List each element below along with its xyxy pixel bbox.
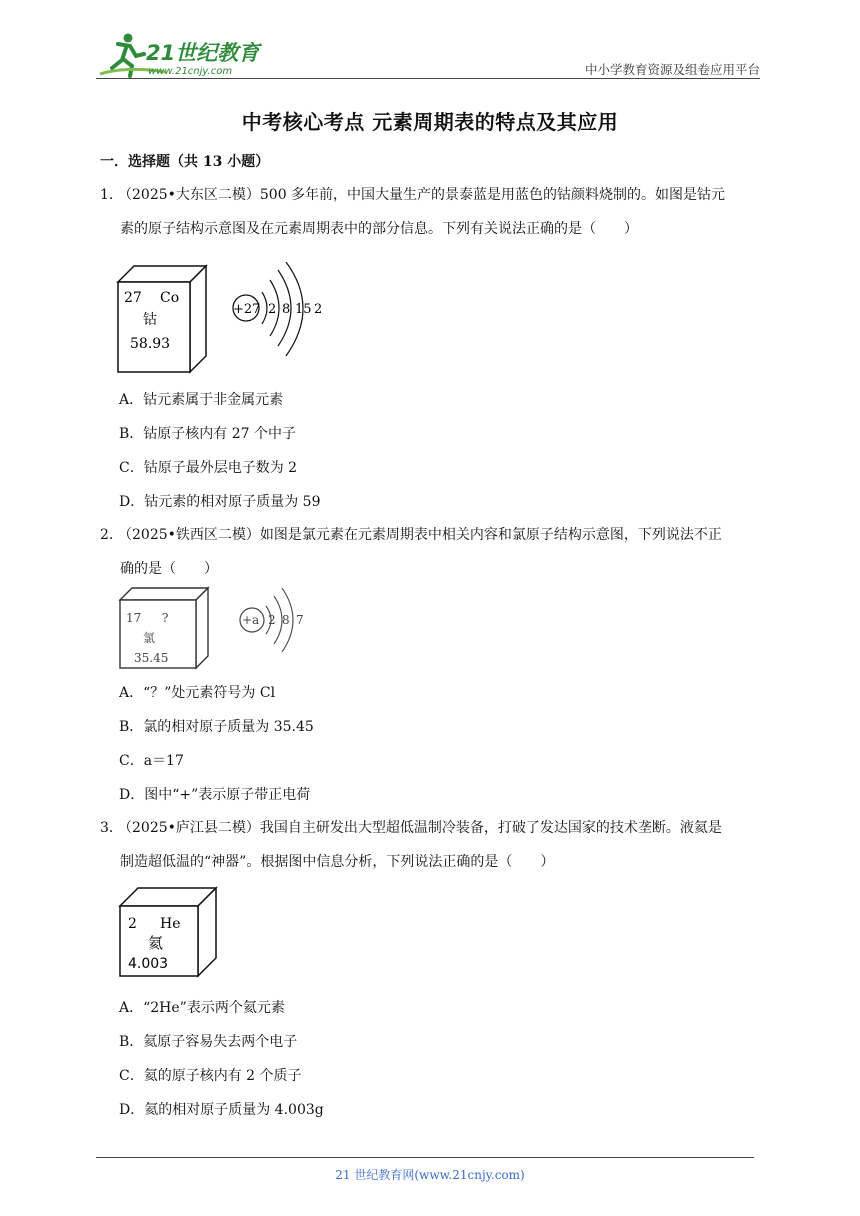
option-2b[interactable]: B．氯的相对原子质量为 35.45 [119,719,314,735]
shell-2-electrons: 8 [282,302,291,317]
question-1 [100,178,765,246]
question-number: 3． [100,820,123,836]
option-2a[interactable]: A．“？”处元素符号为 Cl [119,685,276,701]
question-text-line2: 确的是（ ） [120,561,218,577]
atomic-mass: 4.003 [128,956,169,972]
element-name: 氦 [148,934,164,952]
option-1b[interactable]: B．钴原子核内有 27 个中子 [119,426,297,442]
option-1a[interactable]: A．钴元素属于非金属元素 [119,392,284,408]
question-text-line2: 制造超低温的“神器”。根据图中信息分析，下列说法正确的是（ ） [120,854,555,870]
footer-link[interactable]: 21 世纪教育网(www.21cnjy.com) [335,1168,525,1182]
site-tagline: 中小学教育资源及组卷应用平台 [584,62,760,77]
question-text-line1: （2025•铁西区二模）如图是氯元素在元素周期表中相关内容和氯原子结构示意图，下列说法不正 [118,527,722,543]
atomic-mass: 35.45 [134,651,169,665]
element-symbol: He [160,916,181,932]
atom-structure-cobalt [233,262,322,356]
question-2 [100,518,765,586]
element-cell-helium [120,888,216,976]
option-1d[interactable]: D．钴元素的相对原子质量为 59 [119,494,321,510]
page-title: 中考核心考点 元素周期表的特点及其应用 [241,110,619,134]
question-text-line1: （2025•大东区二模）500 多年前，中国大量生产的景泰蓝是用蓝色的钴颜料烧制的。如图是钴元 [118,187,726,203]
option-2d[interactable]: D．图中“+”表示原子带正电荷 [119,787,311,803]
logo-url: www.21cnjy.com [148,66,233,77]
cobalt-figure [116,262,336,374]
question-3 [100,811,765,879]
section-heading: 一．选择题（共 13 小题） [100,154,270,170]
helium-figure [116,884,220,980]
question-number: 1． [100,187,123,203]
element-name: 钴 [143,312,157,328]
element-cell-chlorine [120,588,208,668]
question-text-line2: 素的原子结构示意图及在元素周期表中的部分信息。下列有关说法正确的是（ ） [120,221,638,237]
element-symbol: ? [162,611,169,625]
option-1c[interactable]: C．钴原子最外层电子数为 2 [119,460,298,476]
nucleus-charge: +a [242,613,260,627]
option-3c[interactable]: C．氦的原子核内有 2 个质子 [119,1068,302,1084]
option-2c[interactable]: C．a＝17 [119,753,184,769]
atomic-number: 27 [124,290,142,306]
chlorine-figure [116,584,312,670]
option-3d[interactable]: D．氦的相对原子质量为 4.003g [119,1102,324,1118]
shell-3-electrons: 15 [295,302,312,317]
shell-3-electrons: 7 [296,613,304,627]
header-divider [96,78,760,79]
atomic-mass: 58.93 [130,336,171,352]
shell-1-electrons: 2 [268,302,277,317]
shell-1-electrons: 2 [268,613,276,627]
shell-4-electrons: 2 [314,302,323,317]
option-3b[interactable]: B．氦原子容易失去两个电子 [119,1034,298,1050]
question-text-line1: （2025•庐江县二模）我国自主研发出大型超低温制冷装备，打破了发达国家的技术垄断。液氦是 [118,820,722,836]
shell-2-electrons: 8 [282,613,290,627]
element-symbol: Co [160,290,180,306]
footer-divider [96,1157,754,1158]
logo-text: 21世纪教育 [146,41,260,65]
question-number: 2． [100,527,123,543]
atom-structure-chlorine [240,588,304,652]
atomic-number: 2 [128,916,137,932]
site-logo [96,30,266,80]
element-cell-cobalt [118,266,206,372]
element-name: 氯 [143,631,156,645]
atomic-number: 17 [126,611,142,625]
option-3a[interactable]: A．“2He”表示两个氦元素 [119,1000,285,1016]
nucleus-charge: +27 [233,302,261,317]
